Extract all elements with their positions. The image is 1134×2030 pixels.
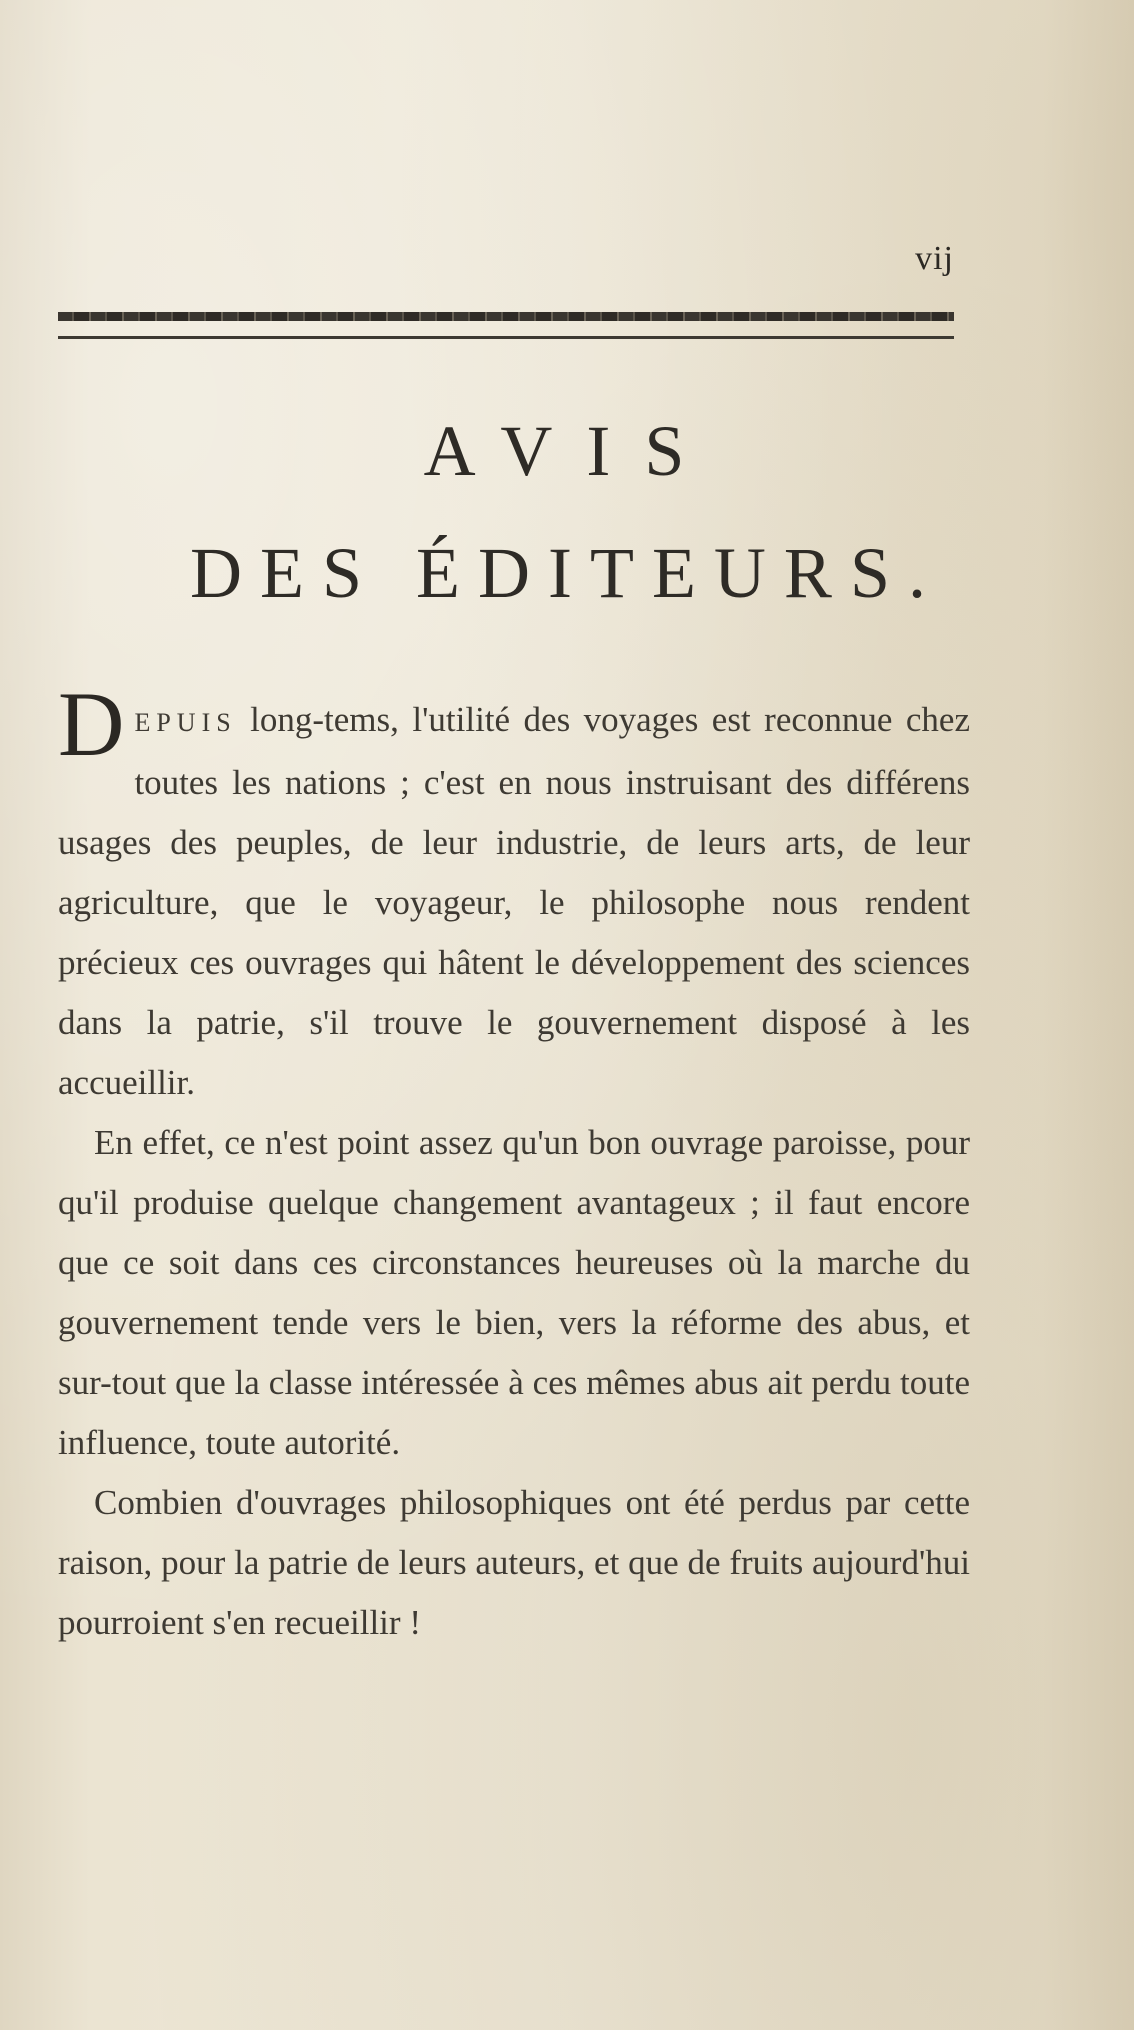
heading-line-2: DES ÉDITEURS. — [190, 533, 944, 613]
header-rule-thin — [58, 336, 954, 339]
header-rule-thick — [58, 312, 954, 321]
page-number: vij — [915, 240, 954, 277]
heading-line-1: AVIS — [423, 411, 719, 491]
body-text — [58, 673, 970, 1653]
paragraph-3: Combien d'ouvrages philosophiques ont été perdus par cette raison, pour la patrie de leurs auteurs, et que de fruits aujourd'hui pourroient s'en recueillir ! — [58, 1483, 970, 1642]
paragraph-1-small-caps: EPUIS — [134, 708, 237, 737]
paragraph-1-text: long-tems, l'utilité des voyages est reconnue chez toutes les nations ; c'est en nous instruisant des différens usages des peuples, de leur industrie, de leurs arts, de leur agriculture, que le voyageur, le philosophe nous rendent précieux ces ouvrages qui hâtent le développement des sciences dans la patrie, s'il trouve le gouvernement disposé à les accueillir. — [58, 700, 970, 1102]
drop-cap: D — [58, 673, 125, 775]
paragraph-2: En effet, ce n'est point assez qu'un bon ouvrage paroisse, pour qu'il produise quelque changement avantageux ; il faut encore que ce soit dans ces circonstances heureuses où la marche du gouvernement tende vers le bien, vers la réforme des abus, et sur-tout que la classe intéressée à ces mêmes abus ait perdu toute influence, toute autorité. — [58, 1123, 970, 1462]
paragraph-1 — [58, 673, 970, 1113]
